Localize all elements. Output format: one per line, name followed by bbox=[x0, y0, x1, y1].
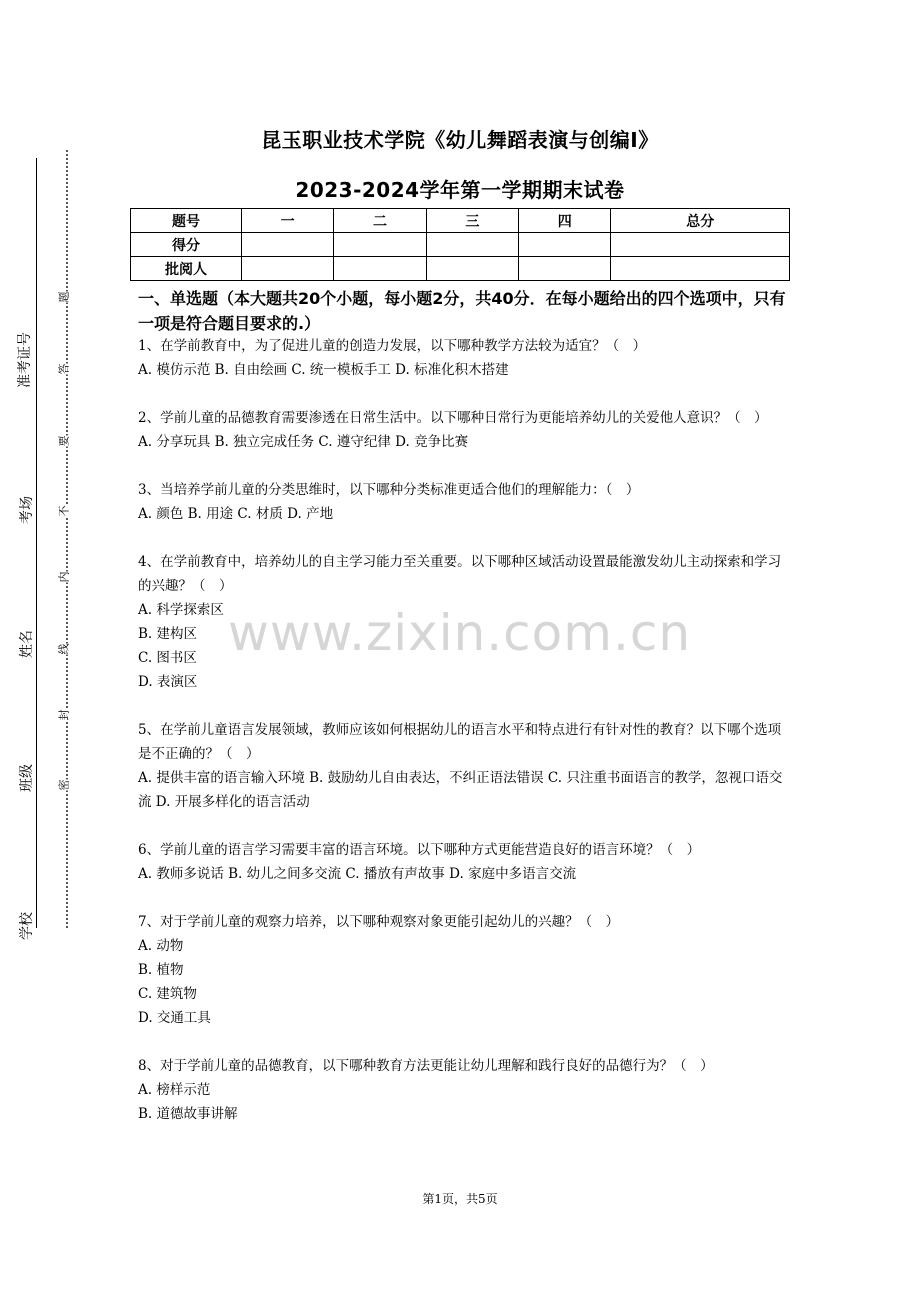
watermark: www.zixin.com.cn bbox=[228, 604, 692, 662]
question-8 bbox=[138, 1054, 793, 1126]
question-option: A. 动物 bbox=[138, 938, 184, 954]
grader-cell[interactable] bbox=[426, 257, 518, 281]
question-option: B. 建构区 bbox=[138, 626, 198, 642]
question-stem: 5、在学前儿童语言发展领域，教师应该如何根据幼儿的语言水平和特点进行有针对性的教育？以下哪个选项是不正确的？（ ） bbox=[138, 722, 782, 762]
score-table-grader-row bbox=[131, 257, 790, 281]
score-header-cell: 总分 bbox=[611, 209, 790, 233]
score-header-cell: 题号 bbox=[131, 209, 242, 233]
score-table-header-row bbox=[131, 209, 790, 233]
grader-cell[interactable] bbox=[334, 257, 426, 281]
sidebar-label-exam-id: 准考证号 bbox=[14, 332, 34, 388]
score-header-cell: 一 bbox=[242, 209, 334, 233]
question-option: C. 图书区 bbox=[138, 650, 197, 666]
section-heading: 一、单选题（本大题共20个小题，每小题2分，共40分．在每小题给出的四个选项中，只有一项是符合题目要求的.） bbox=[138, 289, 786, 333]
score-cell[interactable] bbox=[426, 233, 518, 257]
exam-title: 昆玉职业技术学院《幼儿舞蹈表演与创编Ⅰ》 bbox=[261, 128, 659, 152]
question-stem: 2、学前儿童的品德教育需要渗透在日常生活中。以下哪种日常行为更能培养幼儿的关爱他人意识？（ ） bbox=[138, 410, 768, 426]
score-header-cell: 二 bbox=[334, 209, 426, 233]
question-3 bbox=[138, 478, 793, 526]
question-option: B. 植物 bbox=[138, 962, 184, 978]
sidebar-label-exam-room: 考场 bbox=[16, 496, 36, 524]
sidebar-char-ti: 题 bbox=[55, 292, 73, 303]
score-table bbox=[130, 208, 790, 281]
question-stem: 3、当培养学前儿童的分类思维时，以下哪种分类标准更适合他们的理解能力：（ ） bbox=[138, 482, 640, 498]
sidebar-label-name: 姓名 bbox=[16, 630, 36, 658]
score-cell[interactable] bbox=[611, 233, 790, 257]
grader-cell[interactable] bbox=[611, 257, 790, 281]
sidebar-label-class: 班级 bbox=[16, 764, 36, 792]
question-option: A. 颜色 B. 用途 C. 材质 D. 产地 bbox=[138, 506, 334, 522]
binding-solid-line bbox=[36, 158, 37, 928]
question-option: A. 提供丰富的语言输入环境 B. 鼓励幼儿自由表达，不纠正语法错误 C. 只注重书面语言的教学，忽视口语交流 D. 开展多样化的语言活动 bbox=[138, 770, 783, 810]
question-7 bbox=[138, 910, 793, 1030]
sidebar-char-nei: 内 bbox=[55, 572, 73, 583]
question-2 bbox=[138, 406, 793, 454]
question-option: C. 建筑物 bbox=[138, 986, 197, 1002]
question-option: A. 分享玩具 B. 独立完成任务 C. 遵守纪律 D. 竞争比赛 bbox=[138, 434, 469, 450]
score-cell[interactable] bbox=[334, 233, 426, 257]
grader-cell[interactable] bbox=[242, 257, 334, 281]
sidebar-char-xian: 线 bbox=[55, 644, 73, 655]
sidebar-char-da: 答 bbox=[55, 364, 73, 375]
question-option: A. 科学探索区 bbox=[138, 602, 224, 618]
score-cell[interactable] bbox=[242, 233, 334, 257]
question-option: B. 道德故事讲解 bbox=[138, 1106, 238, 1122]
question-1 bbox=[138, 334, 793, 382]
question-6 bbox=[138, 838, 793, 886]
score-table-score-row bbox=[131, 233, 790, 257]
score-row-label: 得分 bbox=[131, 233, 242, 257]
score-cell[interactable] bbox=[519, 233, 611, 257]
score-header-cell: 三 bbox=[426, 209, 518, 233]
question-stem: 1、在学前教育中，为了促进儿童的创造力发展，以下哪种教学方法较为适宜？（ ） bbox=[138, 338, 647, 354]
question-option: A. 模仿示范 B. 自由绘画 C. 统一模板手工 D. 标准化积木搭建 bbox=[138, 362, 509, 378]
question-option: A. 榜样示范 bbox=[138, 1082, 211, 1098]
sidebar-char-feng: 封 bbox=[55, 710, 73, 721]
question-stem: 7、对于学前儿童的观察力培养，以下哪种观察对象更能引起幼儿的兴趣？（ ） bbox=[138, 914, 620, 930]
question-option: D. 表演区 bbox=[138, 674, 198, 690]
question-stem: 6、学前儿童的语言学习需要丰富的语言环境。以下哪种方式更能营造良好的语言环境？（ ） bbox=[138, 842, 701, 858]
sidebar-char-yao: 要 bbox=[55, 436, 73, 447]
page-footer: 第1页，共5页 bbox=[422, 1192, 498, 1206]
grader-cell[interactable] bbox=[519, 257, 611, 281]
sidebar-char-bu: 不 bbox=[55, 506, 73, 517]
sidebar-label-school: 学校 bbox=[16, 912, 36, 940]
question-option: A. 教师多说话 B. 幼儿之间多交流 C. 播放有声故事 D. 家庭中多语言交流 bbox=[138, 866, 577, 882]
score-header-cell: 四 bbox=[519, 209, 611, 233]
sidebar-char-mi: 密 bbox=[55, 780, 73, 791]
grader-row-label: 批阅人 bbox=[131, 257, 242, 281]
question-list bbox=[138, 334, 793, 1150]
question-5 bbox=[138, 718, 793, 814]
exam-subtitle: 2023-2024学年第一学期期末试卷 bbox=[295, 178, 625, 202]
question-stem: 8、对于学前儿童的品德教育，以下哪种教育方法更能让幼儿理解和践行良好的品德行为？（ ） bbox=[138, 1058, 714, 1074]
binding-dotted-line bbox=[66, 150, 68, 928]
question-option: D. 交通工具 bbox=[138, 1010, 211, 1026]
question-stem: 4、在学前教育中，培养幼儿的自主学习能力至关重要。以下哪种区域活动设置最能激发幼儿主动探索和学习的兴趣？（ ） bbox=[138, 554, 782, 594]
